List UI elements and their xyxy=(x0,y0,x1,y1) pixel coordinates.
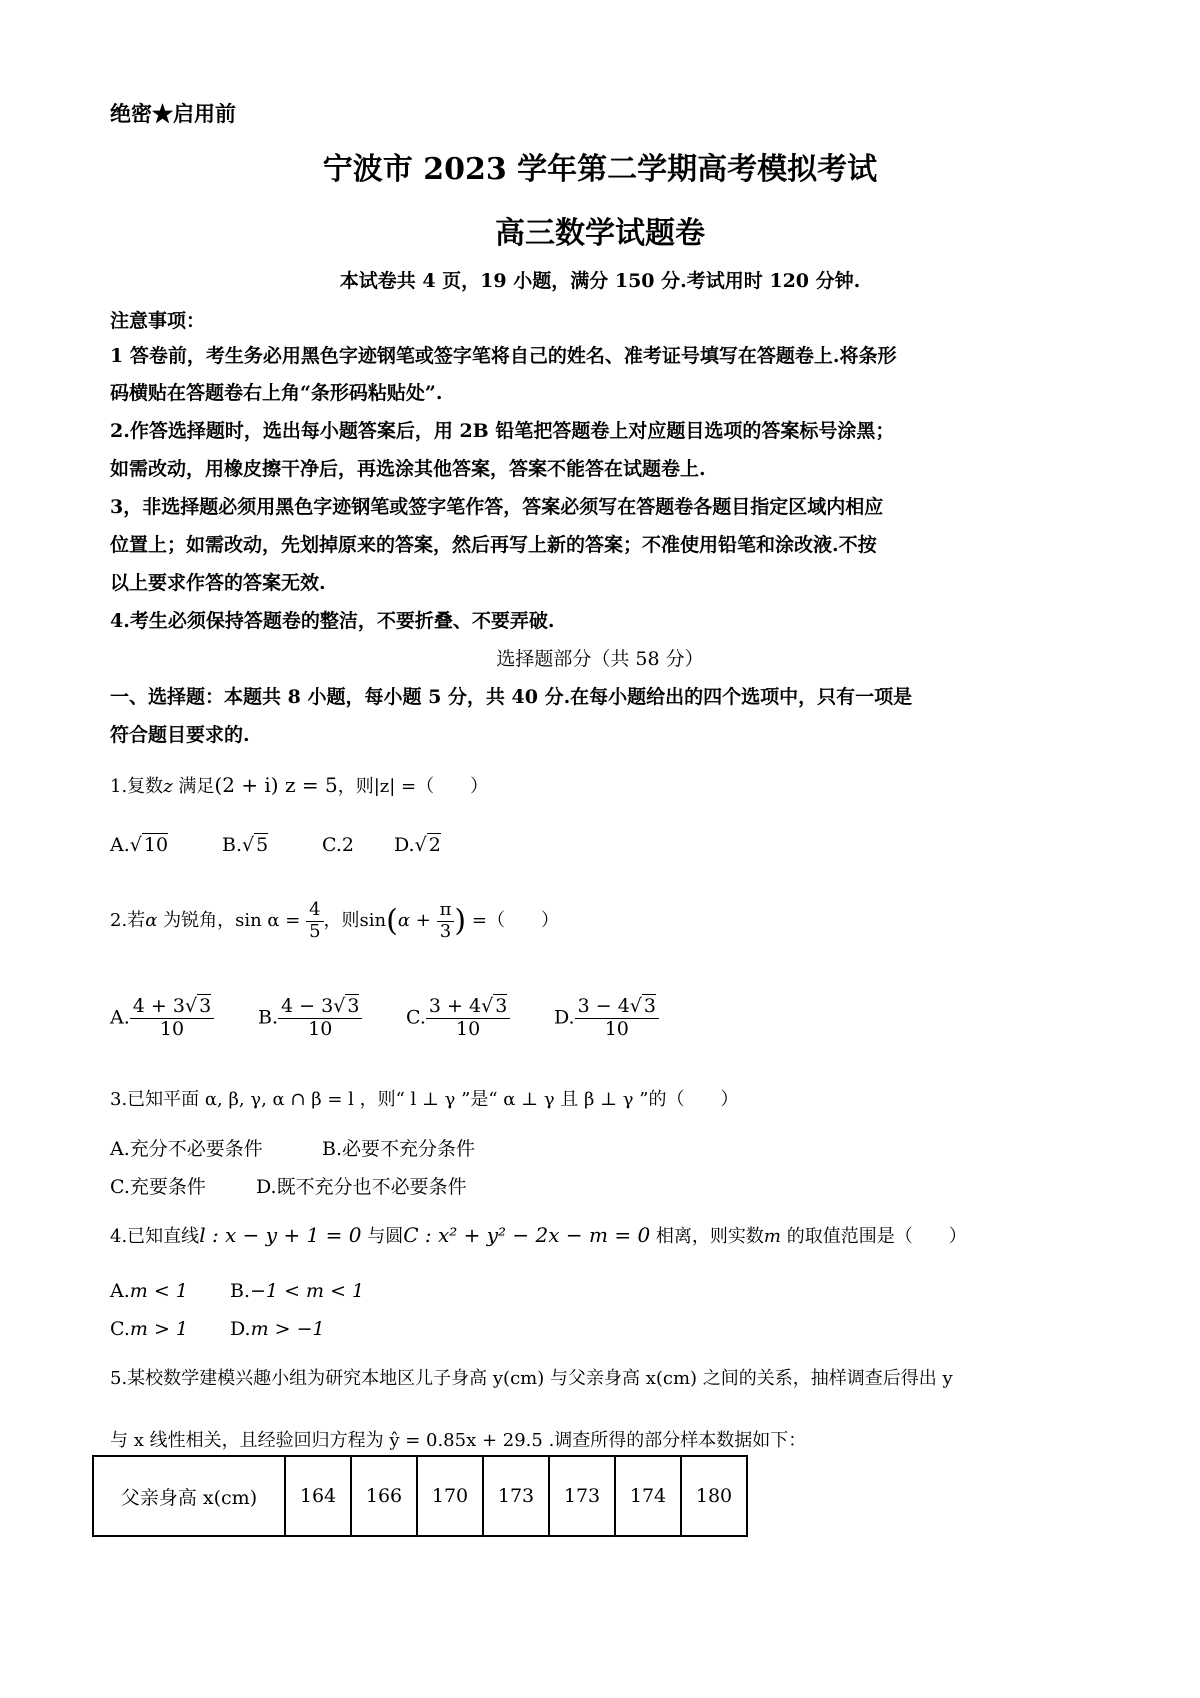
q2-blank: （ ） xyxy=(486,910,559,932)
table-cell: 164 xyxy=(285,1456,351,1536)
q1-option-a[interactable]: A.√ 10 xyxy=(110,834,169,856)
q4-m: m xyxy=(763,1226,781,1247)
q3-option-d[interactable]: D.既不充分也不必要条件 xyxy=(256,1176,467,1198)
question-5-line-1: 5.某校数学建模兴趣小组为研究本地区儿子身高 y(cm) 与父亲身高 x(cm) 之间的关系，抽样调查后得出 y xyxy=(110,1368,953,1389)
table-row xyxy=(93,1456,747,1536)
option-value: 2 xyxy=(428,834,441,856)
option-label: C. xyxy=(322,834,342,856)
option-den: 10 xyxy=(159,1017,185,1040)
q1-mid: 满足 xyxy=(172,776,215,797)
table-cell: 166 xyxy=(351,1456,417,1536)
option-fraction: $\frac{3 - 4√ 3}{10}$ xyxy=(575,996,659,1041)
option-label: D. xyxy=(394,834,415,856)
q2-alpha: α xyxy=(145,910,158,932)
q2-expr-sin: sin xyxy=(359,910,387,932)
q1-var: z xyxy=(163,776,173,797)
q4-line-expr: l : x − y + 1 = 0 xyxy=(199,1223,362,1247)
exam-info: 本试卷共 4 页，19 小题，满分 150 分.考试用时 120 分钟. xyxy=(339,270,861,292)
option-value: m < 1 xyxy=(129,1280,188,1302)
q4-circle-expr: C : x² + y² − 2x − m = 0 xyxy=(403,1223,651,1247)
q4-text-a: 4.已知直线 xyxy=(110,1226,200,1247)
q2-expr-alpha: α + xyxy=(397,910,431,932)
question-3: 3.已知平面 α, β, γ, α ∩ β = l ，则“ l ⊥ γ ”是“ α ⊥ γ 且 β ⊥ γ ”的（ ） xyxy=(110,1089,739,1110)
q3-option-c[interactable]: C.充要条件 xyxy=(110,1176,206,1198)
option-label: D. xyxy=(554,1006,575,1029)
option-label: A. xyxy=(110,1280,130,1302)
question-5-line-2: 与 x 线性相关，且经验回归方程为 ŷ = 0.85x + 29.5 .调查所得的部分样本数据如下： xyxy=(110,1430,807,1451)
option-num: 4 + 3 xyxy=(132,995,185,1017)
q2-sin: sin α = xyxy=(235,910,301,932)
q2-ask: ，则 xyxy=(323,910,360,932)
q1-option-d[interactable]: D.√ 2 xyxy=(394,834,441,856)
section-intro: 一、选择题：本题共 8 小题，每小题 5 分，共 40 分.在每小题给出的四个选项中，只有一项是 xyxy=(110,686,913,708)
table-cell: 170 xyxy=(417,1456,483,1536)
option-label: D. xyxy=(230,1318,251,1340)
q2-option-d[interactable] xyxy=(554,996,659,1041)
q2-eq: = xyxy=(471,910,487,932)
option-label: B. xyxy=(230,1280,251,1302)
option-rad: 3 xyxy=(643,995,656,1017)
q3-option-b[interactable]: B.必要不充分条件 xyxy=(322,1138,476,1160)
notice-line: 3，非选择题必须用黑色字迹钢笔或签字笔作答，答案必须写在答题卷各题目指定区域内相应 xyxy=(110,496,884,518)
option-fraction: $\frac{4 - 3√ 3}{10}$ xyxy=(278,996,362,1041)
q2-option-b[interactable] xyxy=(258,996,362,1041)
notice-heading: 注意事项： xyxy=(110,310,206,332)
notice-line: 码横贴在答题卷右上角“条形码粘贴处”. xyxy=(110,382,443,404)
option-label: C. xyxy=(406,1006,426,1029)
secret-label: 绝密★启用前 xyxy=(110,101,236,126)
option-label: B. xyxy=(258,1006,279,1029)
question-4 xyxy=(110,1222,967,1248)
q1-option-c[interactable] xyxy=(322,834,354,856)
option-den: 10 xyxy=(456,1017,481,1040)
option-den: 10 xyxy=(604,1017,629,1040)
q4-text-b: 与圆 xyxy=(361,1226,404,1247)
notice-line: 如需改动，用橡皮擦干净后，再选涂其他答案，答案不能答在试题卷上. xyxy=(110,458,706,480)
table-cell: 173 xyxy=(483,1456,549,1536)
option-rad: 3 xyxy=(347,995,360,1017)
notice-line: 以上要求作答的答案无效. xyxy=(110,572,326,594)
q4-option-d[interactable] xyxy=(230,1318,325,1340)
option-rad: 3 xyxy=(199,995,212,1017)
option-value: 2 xyxy=(341,834,354,856)
option-label: A. xyxy=(110,1006,130,1029)
exam-title: 宁波市 2023 学年第二学期高考模拟考试 xyxy=(322,152,878,187)
table-cell: 180 xyxy=(681,1456,747,1536)
q2-pi-fraction: $\frac{\pi}{3}$ xyxy=(437,900,455,942)
option-label: A. xyxy=(110,834,130,856)
table-cell: 173 xyxy=(549,1456,615,1536)
table-cell: 174 xyxy=(615,1456,681,1536)
option-value: m > 1 xyxy=(129,1318,189,1340)
option-value: m > −1 xyxy=(250,1318,325,1340)
q4-text-d: 的取值范围是（ ） xyxy=(780,1226,967,1247)
notice-line: 位置上；如需改动，先划掉原来的答案，然后再写上新的答案；不准使用铅笔和涂改液.不按 xyxy=(110,534,877,556)
height-data-table xyxy=(92,1455,748,1537)
option-rad: 3 xyxy=(495,995,508,1017)
q2-cond: 为锐角， xyxy=(157,910,236,932)
option-num: 3 − 4 xyxy=(577,995,630,1017)
option-fraction: $\frac{3 + 4√ 3}{10}$ xyxy=(426,996,510,1041)
q1-ask: ，则 xyxy=(337,776,374,797)
notice-line: 2.作答选择题时，选出每小题答案后，用 2B 铅笔把答题卷上对应题目选项的答案标号涂黑； xyxy=(110,420,895,442)
q1-prefix: 1.复数 xyxy=(110,776,164,797)
notice-line: 1 答卷前，考生务必用黑色字迹钢笔或签字笔将自己的姓名、准考证号填写在答题卷上.将条形 xyxy=(110,345,897,367)
option-num: 4 − 3 xyxy=(281,995,334,1017)
option-den: 10 xyxy=(308,1017,333,1040)
option-label: B. xyxy=(222,834,243,856)
exam-subtitle: 高三数学试题卷 xyxy=(495,216,705,251)
question-2: 2.若α 为锐角，sin α = $\frac{4}{5}$ ，则sin(α + $\frac{\pi}{3}$ ) =（ ） xyxy=(110,899,559,942)
option-value: 5 xyxy=(256,834,269,856)
q3-option-a[interactable]: A.充分不必要条件 xyxy=(110,1138,263,1160)
q1-expr: (2 + i) z = 5 xyxy=(214,773,338,797)
option-value: −1 < m < 1 xyxy=(250,1280,365,1302)
q2-option-a[interactable] xyxy=(110,996,214,1041)
q4-option-b[interactable] xyxy=(230,1280,364,1302)
section-intro: 符合题目要求的. xyxy=(110,724,250,746)
section-heading: 选择题部分（共 58 分） xyxy=(496,648,704,670)
option-num: 3 + 4 xyxy=(428,995,482,1017)
q4-text-c: 相离，则实数 xyxy=(650,1226,764,1247)
option-label: C. xyxy=(110,1318,130,1340)
question-1 xyxy=(110,772,488,798)
q2-option-c[interactable] xyxy=(406,996,510,1041)
q2-fraction: $\frac{4}{5}$ xyxy=(306,900,323,942)
q4-option-a[interactable] xyxy=(110,1280,188,1302)
q1-blank: （ ） xyxy=(416,776,489,797)
notice-line: 4.考生必须保持答题卷的整洁，不要折叠、不要弄破. xyxy=(110,610,555,632)
q1-abs: |z| = xyxy=(373,776,417,797)
table-header-cell: 父亲身高 x(cm) xyxy=(93,1456,285,1536)
q4-option-c[interactable] xyxy=(110,1318,188,1340)
q1-option-b[interactable]: B.√ 5 xyxy=(222,834,269,856)
q2-prefix: 2.若 xyxy=(110,910,146,932)
option-fraction: $\frac{4 + 3√ 3}{10}$ xyxy=(130,996,214,1041)
option-value: 10 xyxy=(143,834,169,856)
